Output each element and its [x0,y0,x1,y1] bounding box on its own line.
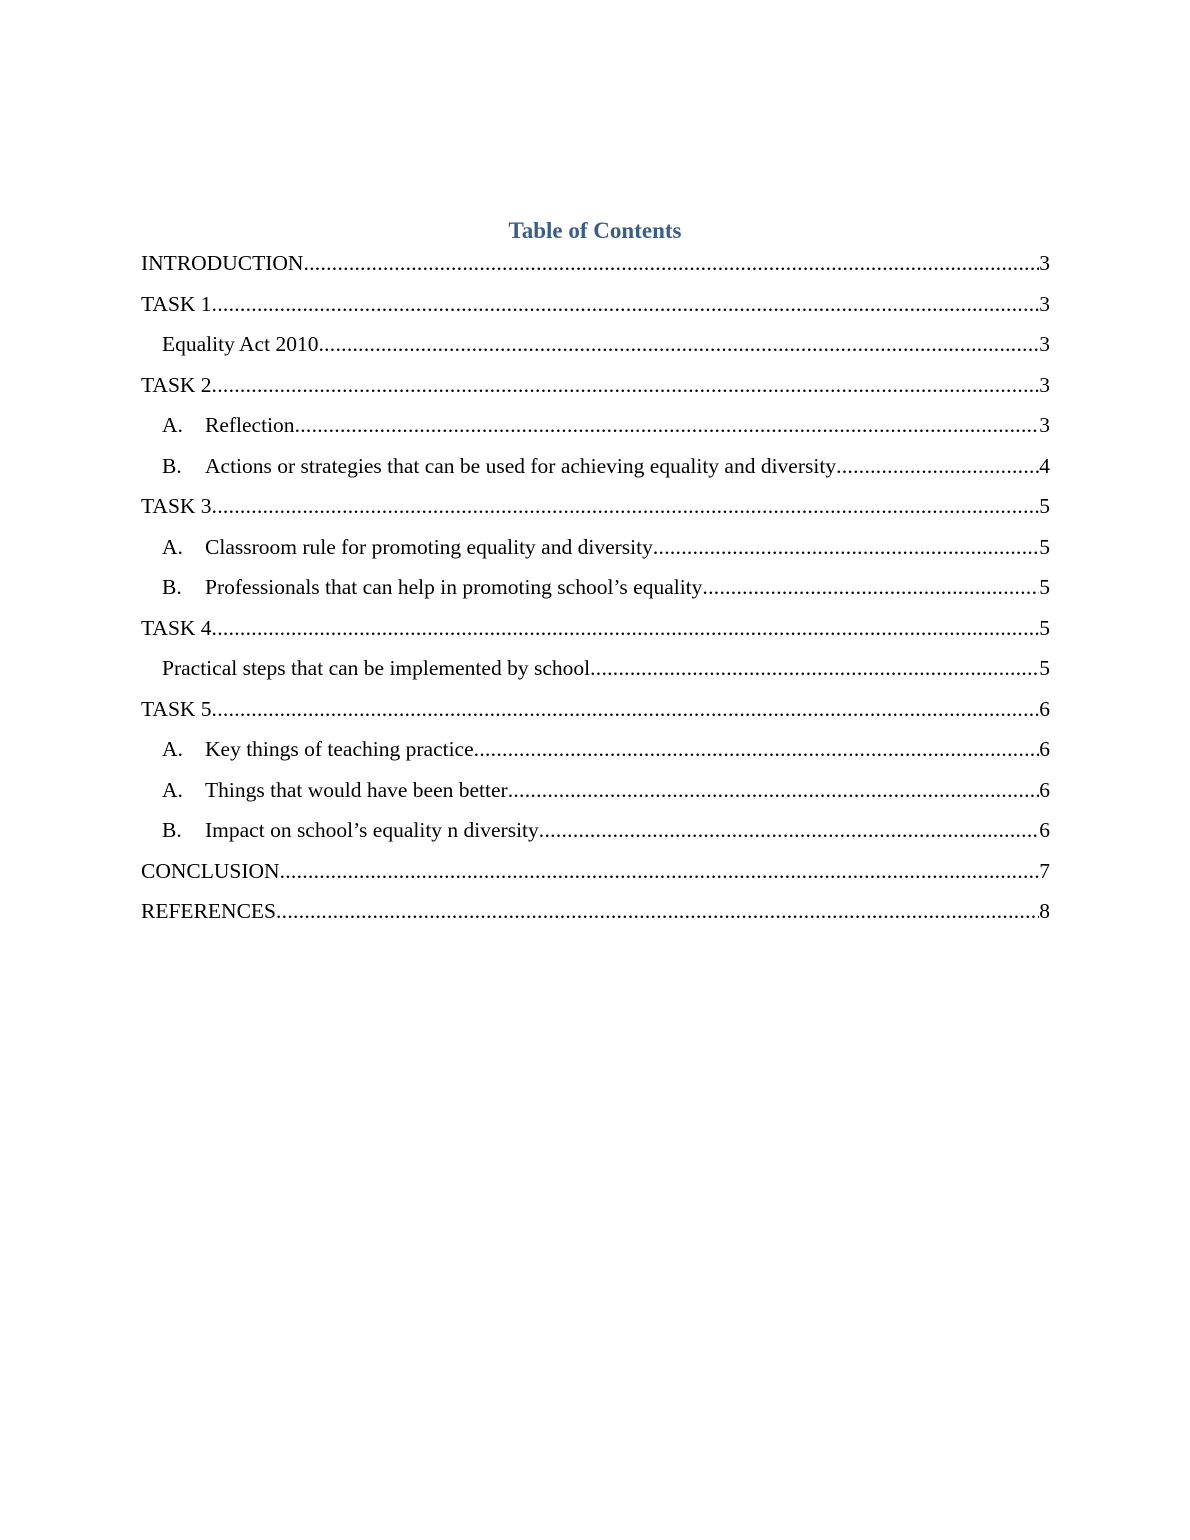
toc-page-number: 7 [1039,858,1050,883]
toc-entry-text: CONCLUSION [141,858,280,883]
toc-page-number: 6 [1039,818,1050,842]
toc-entry-marker: A. [162,737,183,761]
toc-entry-references[interactable] [141,895,1050,936]
dot-leader [212,693,1040,725]
toc-page-number: 3 [1039,291,1050,316]
toc-entry-marker: B. [162,453,182,478]
toc-entry-text: Key things of teaching practice [205,737,474,761]
toc-entry-text: INTRODUCTION [141,251,304,275]
toc-entry-equality-act[interactable] [141,328,1050,369]
toc-entry-text: TASK 1 [141,291,212,316]
toc-entry-task-2[interactable] [141,369,1050,410]
toc-entry-text: Impact on school’s equality n diversity [205,818,539,842]
dot-leader [276,895,1039,927]
dot-leader [212,490,1040,522]
toc-entry-actions-strategies[interactable] [141,450,1050,491]
toc-entry-introduction[interactable] [141,247,1050,288]
dot-leader [474,733,1040,765]
dot-leader [318,328,1039,360]
toc-entry-impact[interactable] [141,814,1050,855]
toc-entry-text: Practical steps that can be implemented by school [162,656,591,680]
toc-entry-marker: A. [162,534,183,559]
toc-page-number: 5 [1039,575,1050,599]
toc-entry-text: Things that would have been better [205,777,508,802]
toc-page-number: 3 [1039,413,1050,437]
toc-entry-task-4[interactable] [141,612,1050,653]
toc-page-number: 5 [1039,615,1050,640]
toc-title: Table of Contents [508,218,682,243]
toc-entry-key-things[interactable] [141,733,1050,774]
toc-entry-things-better[interactable] [141,774,1050,815]
toc-entry-professionals[interactable] [141,571,1050,612]
toc-entry-marker: A. [162,777,183,802]
dot-leader [212,288,1040,320]
dot-leader [303,247,1039,279]
dot-leader [539,814,1039,846]
toc-entry-task-5[interactable] [141,693,1050,734]
table-of-contents [141,247,1050,936]
dot-leader [653,531,1039,563]
dot-leader [836,450,1039,482]
toc-page-number: 3 [1039,332,1050,356]
dot-leader [212,369,1040,401]
toc-entry-text: Actions or strategies that can be used for achieving equality and diversity [205,453,837,478]
dot-leader [295,409,1040,441]
toc-entry-practical-steps[interactable] [141,652,1050,693]
toc-entry-text: TASK 4 [141,615,212,640]
toc-entry-marker: A. [162,413,183,437]
toc-page-number: 5 [1039,656,1050,680]
toc-page-number: 3 [1039,372,1050,397]
toc-entry-task-3[interactable] [141,490,1050,531]
dot-leader [590,652,1039,684]
dot-leader [212,612,1040,644]
toc-entry-marker: B. [162,575,182,599]
toc-page-number: 5 [1039,534,1050,559]
toc-page-number: 5 [1039,494,1050,518]
toc-entry-task-1[interactable] [141,288,1050,329]
dot-leader [280,855,1040,887]
toc-entry-classroom-rule[interactable] [141,531,1050,572]
toc-page-number: 4 [1039,453,1050,478]
toc-page-number: 6 [1039,696,1050,721]
toc-entry-text: Classroom rule for promoting equality and diversity [205,534,653,559]
toc-entry-text: Professionals that can help in promoting school’s equality [205,575,703,599]
toc-entry-text: TASK 2 [141,372,212,397]
toc-entry-text: Equality Act 2010 [162,332,319,356]
dot-leader [508,774,1040,806]
toc-page-number: 3 [1039,251,1050,275]
toc-entry-text: TASK 5 [141,696,212,721]
toc-entry-conclusion[interactable] [141,855,1050,896]
toc-entry-text: Reflection [205,413,295,437]
toc-page-number: 8 [1039,899,1050,923]
toc-entry-marker: B. [162,818,182,842]
toc-entry-reflection[interactable] [141,409,1050,450]
toc-page-number: 6 [1039,777,1050,802]
toc-entry-text: REFERENCES [141,899,276,923]
toc-page-number: 6 [1039,737,1050,761]
dot-leader [702,571,1039,603]
toc-entry-text: TASK 3 [141,494,212,518]
